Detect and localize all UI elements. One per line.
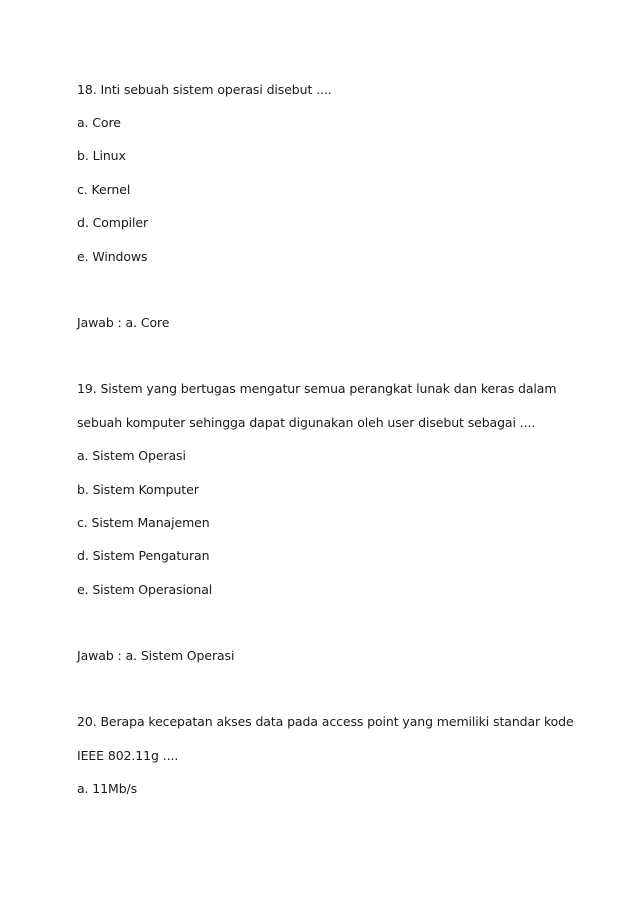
question-18-option-e: e. Windows bbox=[77, 249, 148, 264]
question-18-option-d: d. Compiler bbox=[77, 215, 149, 230]
question-20-text-line-2: IEEE 802.11g .... bbox=[77, 748, 179, 763]
question-18-option-c: c. Kernel bbox=[77, 182, 131, 197]
question-19-answer: Jawab : a. Sistem Operasi bbox=[77, 648, 235, 663]
question-18-option-b: b. Linux bbox=[77, 148, 126, 163]
question-20-text-line-1: 20. Berapa kecepatan akses data pada access point yang memiliki standar kode bbox=[77, 714, 574, 729]
question-20-option-a: a. 11Mb/s bbox=[77, 781, 138, 796]
question-19-option-b: b. Sistem Komputer bbox=[77, 482, 199, 497]
question-18-option-a: a. Core bbox=[77, 115, 121, 130]
question-19-option-d: d. Sistem Pengaturan bbox=[77, 548, 210, 563]
question-19-option-c: c. Sistem Manajemen bbox=[77, 515, 210, 530]
question-19-option-e: e. Sistem Operasional bbox=[77, 582, 213, 597]
question-19-option-a: a. Sistem Operasi bbox=[77, 448, 186, 463]
question-18-text: 18. Inti sebuah sistem operasi disebut .... bbox=[77, 82, 332, 97]
question-19-text-line-1: 19. Sistem yang bertugas mengatur semua perangkat lunak dan keras dalam bbox=[77, 381, 557, 396]
question-19-text-line-2: sebuah komputer sehingga dapat digunakan oleh user disebut sebagai .... bbox=[77, 415, 536, 430]
question-18-answer: Jawab : a. Core bbox=[77, 315, 170, 330]
